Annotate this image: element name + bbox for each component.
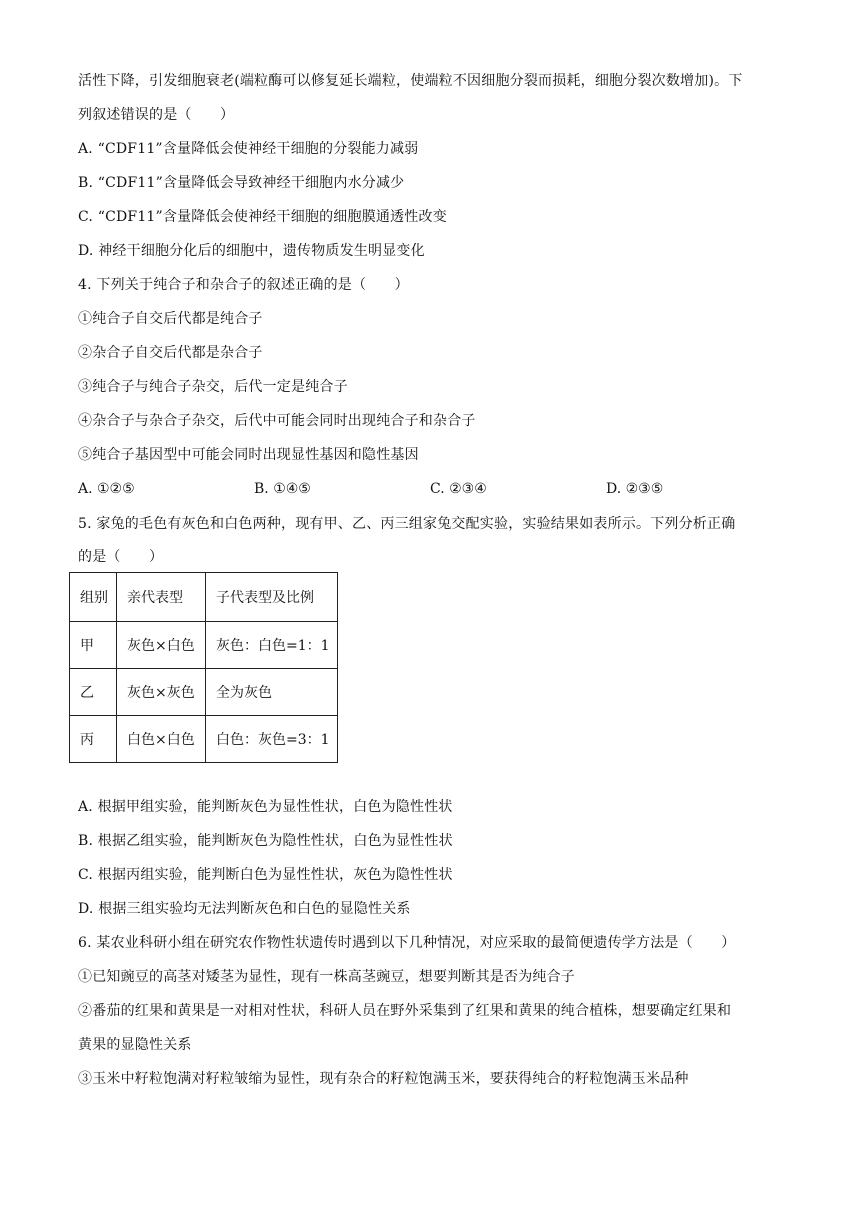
table-cell: 乙 xyxy=(70,669,117,716)
table-cell: 灰色×白色 xyxy=(117,622,206,669)
table-row xyxy=(70,622,338,669)
q6-case-2-line-1: ②番茄的红果和黄果是一对相对性状，科研人员在野外采集到了红果和黄果的纯合植株，想要确定红果和 xyxy=(78,1003,732,1019)
q4-option-d: D. ②③⑤ xyxy=(606,481,664,497)
q4-statement-1: ①纯合子自交后代都是纯合子 xyxy=(78,311,263,327)
q3-option-a: A. “CDF11”含量降低会使神经干细胞的分裂能力减弱 xyxy=(78,141,419,157)
table-header-row xyxy=(70,573,338,622)
table-cell: 全为灰色 xyxy=(206,669,338,716)
q5-option-d: D. 根据三组实验均无法判断灰色和白色的显隐性关系 xyxy=(78,901,411,917)
q4-statement-4: ④杂合子与杂合子杂交，后代中可能会同时出现纯合子和杂合子 xyxy=(78,413,476,429)
q5-option-b: B. 根据乙组实验，能判断灰色为隐性性状，白色为显性性状 xyxy=(78,833,453,849)
q6-case-3: ③玉米中籽粒饱满对籽粒皱缩为显性，现有杂合的籽粒饱满玉米，要获得纯合的籽粒饱满玉米品种 xyxy=(78,1071,689,1087)
q4-option-a: A. ①②⑤ xyxy=(78,481,135,497)
q4-option-c: C. ②③④ xyxy=(430,481,487,497)
table-cell: 白色×白色 xyxy=(117,716,206,763)
q3-option-d: D. 神经干细胞分化后的细胞中，遗传物质发生明显变化 xyxy=(78,243,425,259)
q5-stem-line-1: 5. 家兔的毛色有灰色和白色两种，现有甲、乙、丙三组家兔交配实验，实验结果如表所示。下列分析正确 xyxy=(78,516,736,532)
q4-statement-2: ②杂合子自交后代都是杂合子 xyxy=(78,345,263,361)
q3-option-b: B. “CDF11”含量降低会导致神经干细胞内水分减少 xyxy=(78,175,405,191)
table-cell: 白色：灰色=3：1 xyxy=(206,716,338,763)
q3-option-c: C. “CDF11”含量降低会使神经干细胞的细胞膜通透性改变 xyxy=(78,209,447,225)
q4-option-b: B. ①④⑤ xyxy=(254,481,311,497)
table-header-cell: 子代表型及比例 xyxy=(206,573,338,622)
table-row xyxy=(70,716,338,763)
q4-statement-3: ③纯合子与纯合子杂交，后代一定是纯合子 xyxy=(78,379,348,395)
q5-option-c: C. 根据丙组实验，能判断白色为显性性状，灰色为隐性性状 xyxy=(78,867,453,883)
q6-case-2-line-2: 黄果的显隐性关系 xyxy=(78,1037,192,1053)
table-header-cell: 亲代表型 xyxy=(117,573,206,622)
q6-case-1: ①已知豌豆的高茎对矮茎为显性，现有一株高茎豌豆，想要判断其是否为纯合子 xyxy=(78,969,575,985)
q4-statement-5: ⑤纯合子基因型中可能会同时出现显性基因和隐性基因 xyxy=(78,447,419,463)
table-row xyxy=(70,669,338,716)
q5-stem-line-2: 的是（ ） xyxy=(78,549,164,565)
q5-option-a: A. 根据甲组实验，能判断灰色为显性性状，白色为隐性性状 xyxy=(78,799,453,815)
table-header-cell: 组别 xyxy=(70,573,117,622)
table-cell: 灰色×灰色 xyxy=(117,669,206,716)
q3-stem-line-1: 活性下降，引发细胞衰老(端粒酶可以修复延长端粒，使端粒不因细胞分裂而损耗，细胞分裂次数增加)。下 xyxy=(78,73,743,89)
q6-stem: 6. 某农业科研小组在研究农作物性状遗传时遇到以下几种情况，对应采取的最简便遗传学方法是（ ） xyxy=(78,935,736,951)
table-cell: 灰色：白色=1：1 xyxy=(206,622,338,669)
q4-stem: 4. 下列关于纯合子和杂合子的叙述正确的是（ ） xyxy=(78,277,409,293)
table-cell: 丙 xyxy=(70,716,117,763)
table-cell: 甲 xyxy=(70,622,117,669)
q5-cross-table xyxy=(69,572,338,763)
q3-stem-line-2: 列叙述错误的是（ ） xyxy=(78,107,235,123)
